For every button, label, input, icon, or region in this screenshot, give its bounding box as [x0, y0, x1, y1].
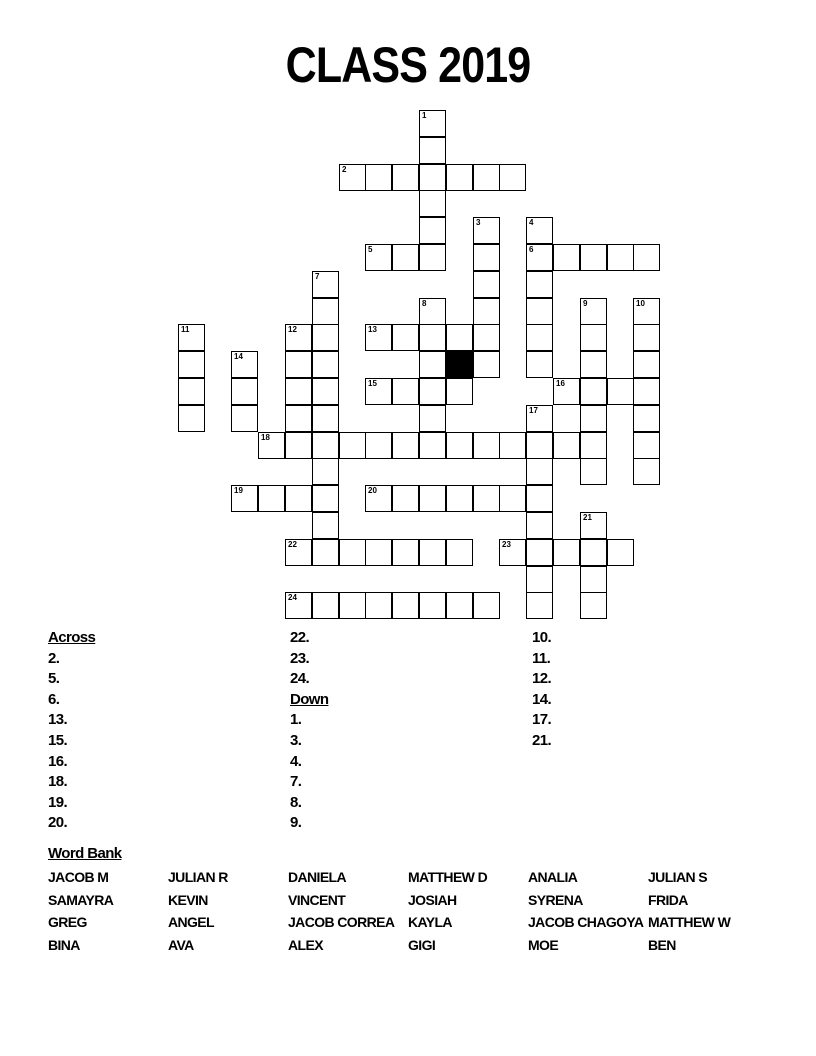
clue-number: 19 — [234, 486, 243, 495]
grid-cell[interactable] — [580, 539, 607, 566]
clue-number: 22 — [288, 540, 297, 549]
grid-cell[interactable] — [312, 432, 339, 459]
clue-line: 8. — [290, 793, 302, 811]
clue-number: 17 — [529, 406, 538, 415]
grid-cell[interactable] — [633, 324, 660, 351]
clue-number: 11 — [181, 325, 190, 334]
grid-cell[interactable] — [580, 351, 607, 378]
clue-number: 21 — [583, 513, 592, 522]
clue-line: 5. — [48, 670, 60, 688]
clue-number: 20 — [368, 486, 377, 495]
clue-line: 20. — [48, 814, 68, 832]
clue-number: 3 — [476, 218, 481, 227]
grid-cell[interactable] — [526, 432, 553, 459]
grid-cell[interactable] — [419, 378, 446, 405]
word-bank-entry: VINCENT — [288, 891, 346, 908]
word-bank-entry: JACOB CORREA — [288, 914, 395, 931]
clue-column-mixed — [290, 628, 328, 834]
word-bank-entry: FRIDA — [648, 891, 688, 908]
grid-cell[interactable] — [580, 458, 607, 485]
grid-cell[interactable] — [365, 324, 392, 351]
clue-number: 23 — [502, 540, 511, 549]
grid-cell[interactable] — [312, 512, 339, 539]
grid-cell[interactable] — [580, 378, 607, 405]
grid-cell[interactable] — [178, 351, 205, 378]
clue-section-heading: Across — [48, 629, 96, 646]
clue-line: 21. — [532, 731, 552, 749]
grid-cell[interactable] — [392, 432, 419, 459]
word-bank-entry: BEN — [648, 936, 676, 953]
grid-cell[interactable] — [312, 485, 339, 512]
grid-cell[interactable] — [633, 298, 660, 325]
clue-line: 2. — [48, 649, 60, 667]
clue-column-down — [532, 628, 551, 752]
clue-line: 18. — [48, 773, 68, 791]
grid-cell[interactable] — [580, 512, 607, 539]
clue-number: 4 — [529, 218, 534, 227]
grid-cell[interactable] — [365, 244, 392, 271]
grid-cell[interactable] — [473, 432, 500, 459]
clue-line: 12. — [532, 670, 552, 688]
clue-line: 1. — [290, 711, 302, 729]
grid-cell[interactable] — [526, 566, 553, 593]
grid-cell[interactable] — [580, 592, 607, 619]
grid-cell[interactable] — [392, 324, 419, 351]
clue-line: 7. — [290, 773, 302, 791]
grid-cell[interactable] — [526, 592, 553, 619]
grid-cell[interactable] — [580, 566, 607, 593]
grid-cell[interactable] — [473, 217, 500, 244]
grid-block-cell — [446, 351, 473, 378]
grid-cell[interactable] — [392, 592, 419, 619]
grid-cell[interactable] — [285, 539, 312, 566]
grid-cell[interactable] — [231, 485, 258, 512]
grid-cell[interactable] — [526, 324, 553, 351]
word-bank-entry: SYRENA — [528, 891, 583, 908]
clue-number: 2 — [342, 165, 347, 174]
grid-cell[interactable] — [446, 324, 473, 351]
clue-line: 15. — [48, 731, 68, 749]
grid-cell[interactable] — [419, 110, 446, 137]
grid-cell[interactable] — [473, 298, 500, 325]
grid-cell[interactable] — [285, 432, 312, 459]
clue-line: 17. — [532, 711, 552, 729]
grid-cell[interactable] — [473, 244, 500, 271]
word-bank-entry: AVA — [168, 936, 194, 953]
clue-number: 1 — [422, 111, 427, 120]
grid-cell[interactable] — [392, 485, 419, 512]
grid-cell[interactable] — [446, 539, 473, 566]
word-bank-entry: MATTHEW D — [408, 869, 488, 885]
grid-cell[interactable] — [285, 351, 312, 378]
grid-cell[interactable] — [633, 458, 660, 485]
grid-cell[interactable] — [473, 324, 500, 351]
grid-cell[interactable] — [312, 351, 339, 378]
clue-section-heading: Down — [290, 690, 329, 708]
grid-cell[interactable] — [419, 432, 446, 459]
grid-cell[interactable] — [526, 539, 553, 566]
grid-cell[interactable] — [231, 351, 258, 378]
grid-cell[interactable] — [392, 244, 419, 271]
grid-cell[interactable] — [580, 405, 607, 432]
word-bank-entry: JACOB CHAGOYA — [528, 914, 644, 931]
grid-cell[interactable] — [526, 298, 553, 325]
clue-line: 9. — [290, 814, 302, 832]
word-bank-entry: MATTHEW W — [648, 914, 731, 931]
grid-cell[interactable] — [580, 244, 607, 271]
grid-cell[interactable] — [339, 164, 366, 191]
grid-cell[interactable] — [499, 432, 526, 459]
grid-cell[interactable] — [365, 378, 392, 405]
grid-cell[interactable] — [446, 592, 473, 619]
word-bank-entry: KAYLA — [408, 914, 452, 931]
word-bank-entry: JACOB M — [48, 869, 109, 885]
grid-cell[interactable] — [258, 485, 285, 512]
clue-line: 4. — [290, 752, 302, 770]
word-bank-entry: DANIELA — [288, 869, 347, 885]
grid-cell[interactable] — [312, 458, 339, 485]
clue-line: 3. — [290, 731, 302, 749]
grid-cell[interactable] — [178, 405, 205, 432]
clue-number: 18 — [261, 433, 270, 442]
puzzle-title: CLASS 2019 — [285, 37, 531, 93]
grid-cell[interactable] — [285, 324, 312, 351]
grid-cell[interactable] — [526, 512, 553, 539]
grid-cell[interactable] — [446, 164, 473, 191]
grid-cell[interactable] — [499, 485, 526, 512]
grid-cell[interactable] — [580, 432, 607, 459]
clue-number: 9 — [583, 299, 588, 308]
clue-line: 14. — [532, 690, 552, 708]
grid-cell[interactable] — [633, 405, 660, 432]
grid-cell[interactable] — [607, 378, 634, 405]
grid-cell[interactable] — [526, 405, 553, 432]
grid-cell[interactable] — [285, 485, 312, 512]
grid-cell[interactable] — [607, 539, 634, 566]
grid-cell[interactable] — [499, 539, 526, 566]
grid-cell[interactable] — [312, 405, 339, 432]
clue-line: 6. — [48, 690, 60, 708]
grid-cell[interactable] — [419, 405, 446, 432]
word-bank-entry: JOSIAH — [408, 891, 457, 908]
word-bank-entry: ANALIA — [528, 869, 578, 885]
word-bank-entry: GREG — [48, 914, 87, 931]
grid-cell[interactable] — [633, 432, 660, 459]
grid-cell[interactable] — [312, 539, 339, 566]
clue-number: 8 — [422, 299, 427, 308]
clue-line: 19. — [48, 793, 68, 811]
grid-cell[interactable] — [553, 244, 580, 271]
grid-cell[interactable] — [419, 190, 446, 217]
grid-cell[interactable] — [365, 592, 392, 619]
grid-cell[interactable] — [312, 271, 339, 298]
grid-cell[interactable] — [419, 539, 446, 566]
word-bank-entry: GIGI — [408, 936, 436, 953]
word-bank-entry: JULIAN S — [648, 869, 707, 885]
clue-line: 10. — [532, 629, 552, 646]
grid-cell[interactable] — [633, 351, 660, 378]
grid-cell[interactable] — [392, 378, 419, 405]
grid-cell[interactable] — [258, 432, 285, 459]
grid-cell[interactable] — [419, 244, 446, 271]
grid-cell[interactable] — [312, 592, 339, 619]
grid-cell[interactable] — [312, 378, 339, 405]
clue-number: 13 — [368, 325, 377, 334]
grid-cell[interactable] — [339, 432, 366, 459]
grid-cell[interactable] — [553, 432, 580, 459]
word-bank — [48, 866, 808, 956]
grid-cell[interactable] — [633, 244, 660, 271]
word-bank-entry: MOE — [528, 936, 559, 953]
grid-cell[interactable] — [580, 324, 607, 351]
grid-cell[interactable] — [285, 592, 312, 619]
grid-cell[interactable] — [473, 351, 500, 378]
grid-cell[interactable] — [499, 164, 526, 191]
grid-cell[interactable] — [419, 298, 446, 325]
grid-cell[interactable] — [473, 485, 500, 512]
clue-number: 10 — [636, 299, 645, 308]
grid-cell[interactable] — [312, 324, 339, 351]
grid-cell[interactable] — [285, 378, 312, 405]
clue-number: 24 — [288, 593, 297, 602]
grid-cell[interactable] — [178, 324, 205, 351]
clue-line: 16. — [48, 752, 68, 770]
grid-cell[interactable] — [607, 244, 634, 271]
grid-cell[interactable] — [178, 378, 205, 405]
grid-cell[interactable] — [285, 405, 312, 432]
grid-cell[interactable] — [312, 298, 339, 325]
clue-line: 13. — [48, 711, 68, 729]
word-bank-entry: JULIAN R — [168, 869, 228, 885]
clue-number: 5 — [368, 245, 373, 254]
word-bank-entry: SAMAYRA — [48, 891, 114, 908]
grid-cell[interactable] — [231, 405, 258, 432]
grid-cell[interactable] — [473, 271, 500, 298]
word-bank-entry: KEVIN — [168, 891, 208, 908]
grid-cell[interactable] — [339, 592, 366, 619]
grid-cell[interactable] — [526, 244, 553, 271]
clue-number: 6 — [529, 245, 534, 254]
grid-cell[interactable] — [446, 485, 473, 512]
grid-cell[interactable] — [365, 164, 392, 191]
word-bank-entry: ALEX — [288, 936, 323, 953]
grid-cell[interactable] — [419, 592, 446, 619]
grid-cell[interactable] — [419, 351, 446, 378]
grid-cell[interactable] — [526, 271, 553, 298]
clue-number: 7 — [315, 272, 320, 281]
grid-cell[interactable] — [633, 378, 660, 405]
clue-column-across — [48, 628, 95, 834]
grid-cell[interactable] — [553, 539, 580, 566]
grid-cell[interactable] — [553, 378, 580, 405]
grid-cell[interactable] — [365, 485, 392, 512]
grid-cell[interactable] — [339, 539, 366, 566]
grid-cell[interactable] — [526, 351, 553, 378]
clue-number: 12 — [288, 325, 297, 334]
grid-cell[interactable] — [419, 137, 446, 164]
clue-line: 11. — [532, 649, 551, 667]
grid-cell[interactable] — [526, 458, 553, 485]
word-bank-entry: ANGEL — [168, 914, 215, 931]
grid-cell[interactable] — [446, 432, 473, 459]
grid-cell[interactable] — [526, 485, 553, 512]
word-bank-title: Word Bank — [48, 845, 122, 862]
clue-number: 14 — [234, 352, 243, 361]
grid-cell[interactable] — [392, 539, 419, 566]
clue-line: 24. — [290, 670, 310, 688]
grid-cell[interactable] — [392, 164, 419, 191]
grid-cell[interactable] — [473, 592, 500, 619]
clue-number: 16 — [556, 379, 565, 388]
word-bank-entry: BINA — [48, 936, 80, 953]
grid-cell[interactable] — [580, 298, 607, 325]
grid-cell[interactable] — [419, 217, 446, 244]
grid-cell[interactable] — [419, 324, 446, 351]
grid-cell[interactable] — [231, 378, 258, 405]
grid-cell[interactable] — [419, 164, 446, 191]
grid-cell[interactable] — [526, 217, 553, 244]
grid-cell[interactable] — [419, 485, 446, 512]
grid-cell[interactable] — [446, 378, 473, 405]
clue-line: 22. — [290, 629, 310, 646]
grid-cell[interactable] — [473, 164, 500, 191]
grid-cell[interactable] — [365, 539, 392, 566]
clue-line: 23. — [290, 649, 310, 667]
grid-cell[interactable] — [365, 432, 392, 459]
clue-number: 15 — [368, 379, 377, 388]
